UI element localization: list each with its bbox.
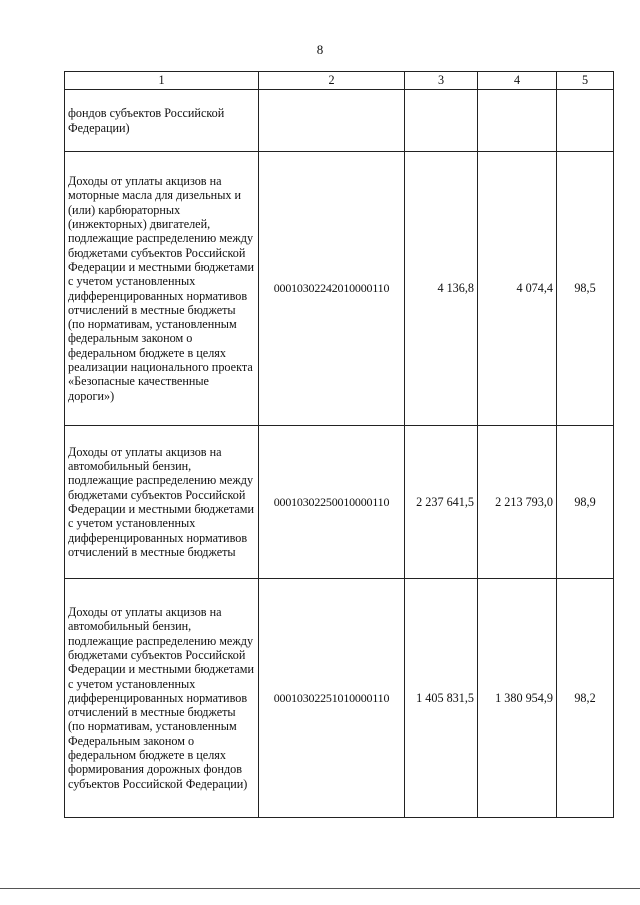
table-row <box>65 426 614 579</box>
column-header-5: 5 <box>557 72 614 90</box>
row-description: Доходы от уплаты акцизов на автомобильный бензин, подлежащие распределению между бюджетами субъектов Российской Федерации и местными бюджетами с учетом установленных дифференцированных нормативов отчислений в местные бюджеты (по нормативам, установленным Федеральным законом о федеральном бюджете в целях формирования дорожных фондов субъектов Российской Федерации) <box>65 579 259 818</box>
percent-col5: 98,9 <box>557 426 614 579</box>
table-header-row <box>65 72 614 90</box>
revenue-table <box>64 71 614 818</box>
row-description: фондов субъектов Российской Федерации) <box>65 90 259 152</box>
percent-col5 <box>557 90 614 152</box>
table-row <box>65 90 614 152</box>
value-col4 <box>478 90 557 152</box>
table-row <box>65 152 614 426</box>
percent-col5: 98,5 <box>557 152 614 426</box>
value-col4: 2 213 793,0 <box>478 426 557 579</box>
value-col4: 1 380 954,9 <box>478 579 557 818</box>
value-col3 <box>405 90 478 152</box>
budget-code: 00010302251010000110 <box>259 579 405 818</box>
budget-code: 00010302242010000110 <box>259 152 405 426</box>
page-bottom-edge <box>0 888 640 889</box>
budget-code: 00010302250010000110 <box>259 426 405 579</box>
budget-code <box>259 90 405 152</box>
column-header-2: 2 <box>259 72 405 90</box>
row-description: Доходы от уплаты акцизов на моторные масла для дизельных и (или) карбюраторных (инжекторных) двигателей, подлежащие распределению между бюджетами субъектов Российской Федерации и местными бюджетами с учетом установленных дифференцированных нормативов отчислений в местные бюджеты (по нормативам, установленным федеральным законом о федеральном бюджете в целях реализации национального проекта «Безопасные качественные дороги») <box>65 152 259 426</box>
value-col4: 4 074,4 <box>478 152 557 426</box>
column-header-4: 4 <box>478 72 557 90</box>
percent-col5: 98,2 <box>557 579 614 818</box>
value-col3: 1 405 831,5 <box>405 579 478 818</box>
table-row <box>65 579 614 818</box>
value-col3: 4 136,8 <box>405 152 478 426</box>
page-number: 8 <box>316 42 324 57</box>
column-header-1: 1 <box>65 72 259 90</box>
row-description: Доходы от уплаты акцизов на автомобильный бензин, подлежащие распределению между бюджетами субъектов Российской Федерации и местными бюджетами с учетом установленных дифференцированных нормативов отчислений в местные бюджеты <box>65 426 259 579</box>
value-col3: 2 237 641,5 <box>405 426 478 579</box>
column-header-3: 3 <box>405 72 478 90</box>
